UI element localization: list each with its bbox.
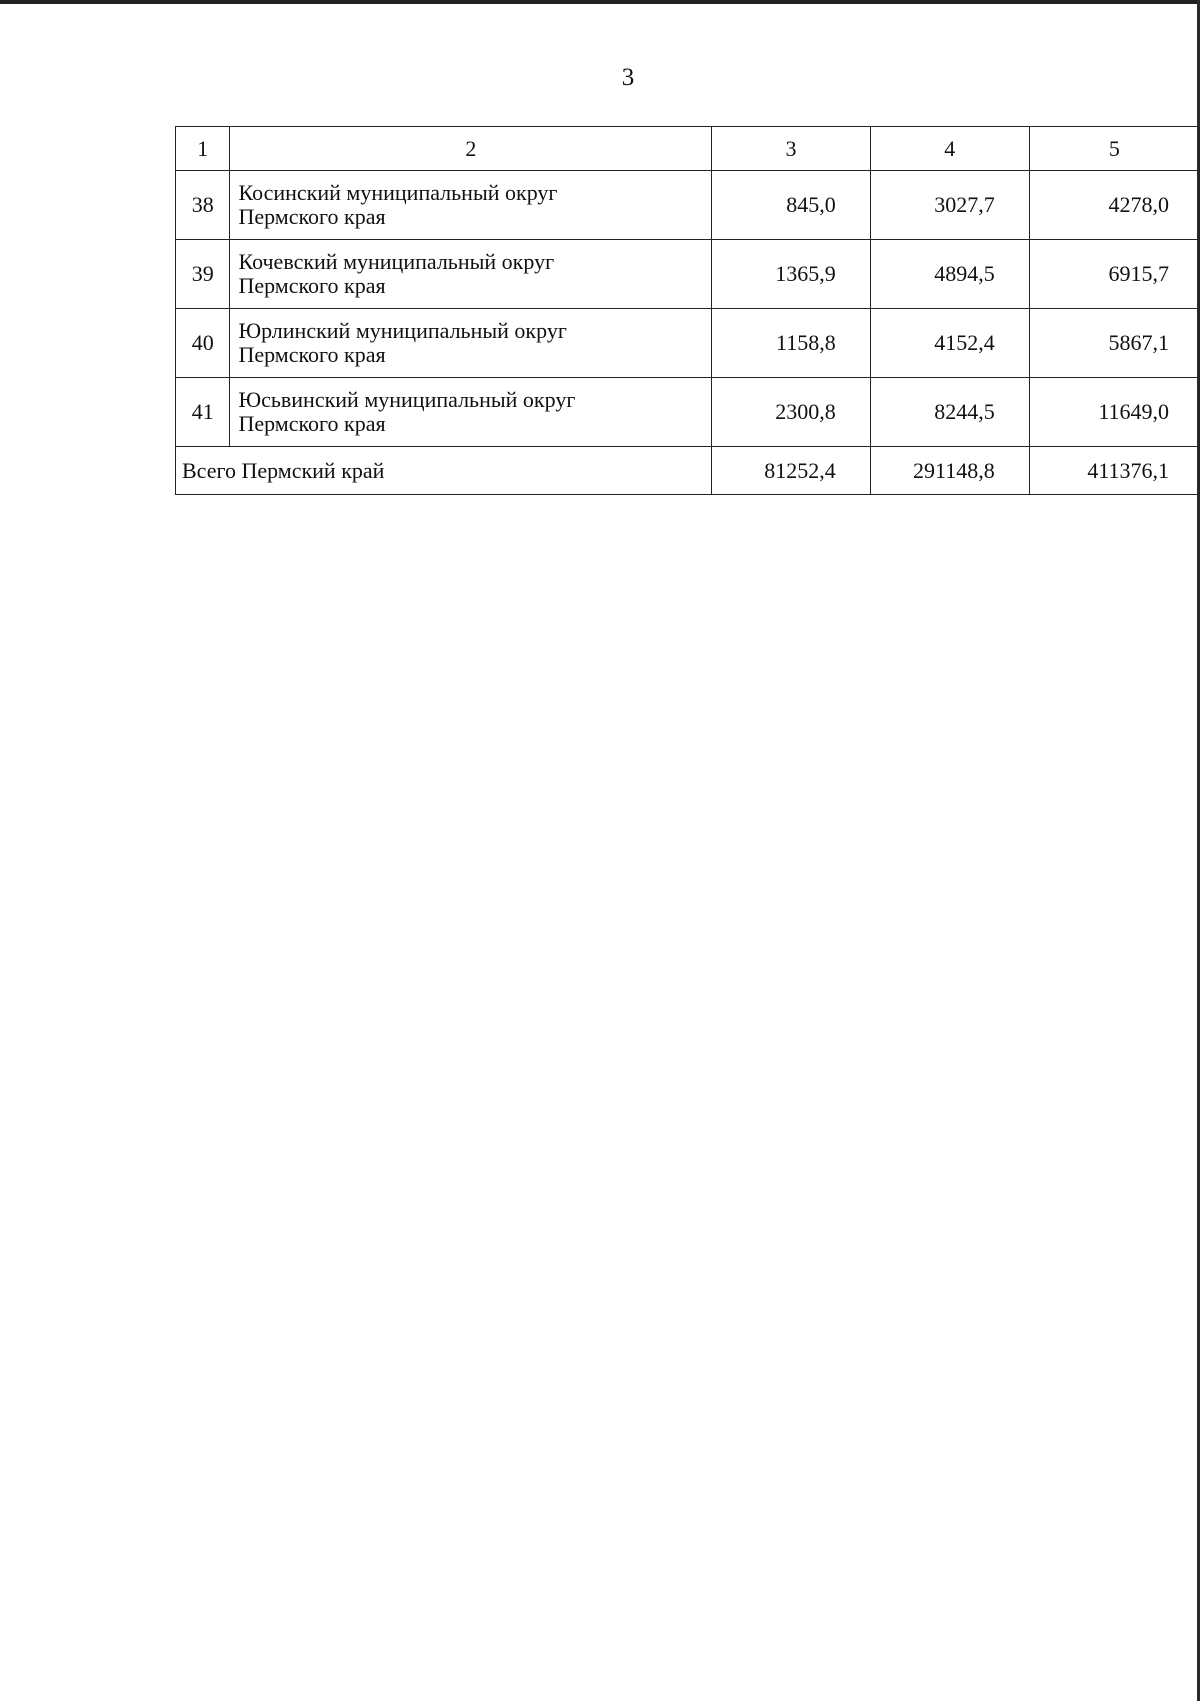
municipality-name-line2: Пермского края [238,204,386,229]
value-col-3: 1158,8 [712,309,871,378]
value-col-5: 4278,0 [1029,171,1199,240]
total-col-3: 81252,4 [712,447,871,495]
municipality-name-line2: Пермского края [238,273,386,298]
value-col-3: 1365,9 [712,240,871,309]
municipality-name-line1: Юрлинский муниципальный округ [238,318,567,343]
header-cell-2: 2 [230,127,712,171]
value-col-4: 8244,5 [870,378,1029,447]
row-number: 40 [176,309,230,378]
header-cell-4: 4 [870,127,1029,171]
table-row [176,171,1200,240]
table-row [176,240,1200,309]
table-row [176,309,1200,378]
value-col-4: 3027,7 [870,171,1029,240]
header-cell-1: 1 [176,127,230,171]
municipality-name [230,309,712,378]
table-total-row [176,447,1200,495]
table-header-row [176,127,1200,171]
table-row [176,378,1200,447]
municipality-name [230,378,712,447]
value-col-3: 845,0 [712,171,871,240]
scan-top-border [0,0,1200,4]
header-cell-3: 3 [712,127,871,171]
municipality-name [230,171,712,240]
total-col-4: 291148,8 [870,447,1029,495]
total-label: Всего Пермский край [176,447,712,495]
municipality-name-line2: Пермского края [238,411,386,436]
value-col-5: 5867,1 [1029,309,1199,378]
value-col-4: 4894,5 [870,240,1029,309]
value-col-4: 4152,4 [870,309,1029,378]
municipality-name-line2: Пермского края [238,342,386,367]
total-col-5: 411376,1 [1029,447,1199,495]
page-number: 3 [621,64,635,91]
row-number: 39 [176,240,230,309]
value-col-3: 2300,8 [712,378,871,447]
header-cell-5: 5 [1029,127,1199,171]
data-table [175,126,1200,495]
municipality-name [230,240,712,309]
value-col-5: 6915,7 [1029,240,1199,309]
municipality-name-line1: Юсьвинский муниципальный округ [238,387,576,412]
municipality-name-line1: Кочевский муниципальный округ [238,249,555,274]
row-number: 41 [176,378,230,447]
value-col-5: 11649,0 [1029,378,1199,447]
municipality-name-line1: Косинский муниципальный округ [238,180,558,205]
row-number: 38 [176,171,230,240]
